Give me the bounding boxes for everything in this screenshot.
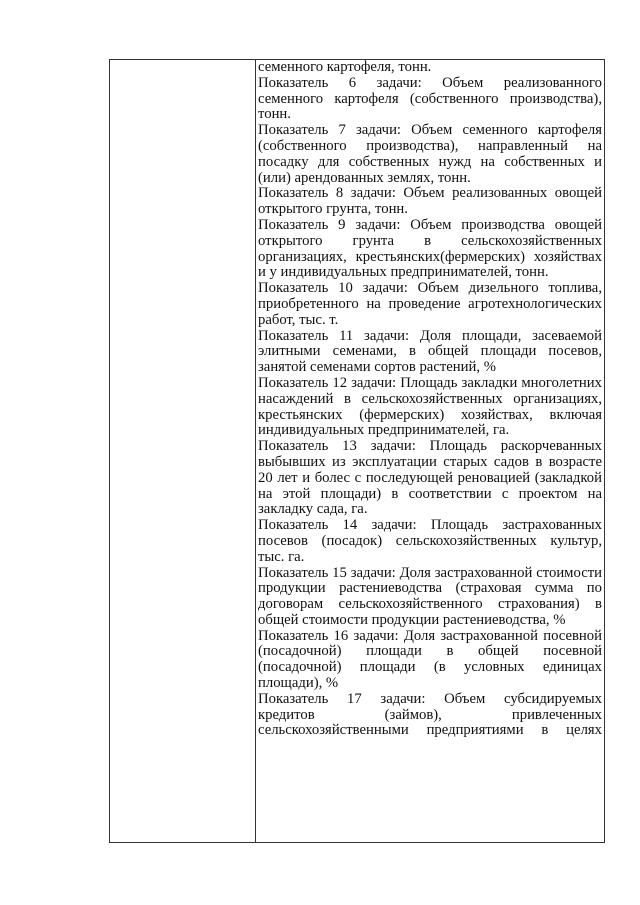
table-right-border: [604, 59, 605, 843]
table-left-cell: [110, 60, 255, 842]
indicator-paragraph: Показатель 10 задачи: Объем дизельного топлива, приобретенного на проведение агротехнологических работ, тыс. т.: [258, 280, 602, 328]
indicator-paragraph: Показатель 6 задачи: Объем реализованного семенного картофеля (собственного производства), тонн.: [258, 74, 602, 123]
indicator-paragraph: семенного картофеля, тонн.: [258, 60, 432, 75]
indicator-paragraph: Показатель 15 задачи: Доля застрахованной стоимости продукции растениеводства (страховая сумма по договорам сельскохозяйственного страхования) в общей стоимости продукции растениеводства, %: [258, 564, 602, 628]
indicator-paragraph: Показатель 16 задачи: Доля застрахованной посевной (посадочной) площади в общей посевной (посадочной) площади (в условных единицах площади), %: [258, 627, 602, 692]
indicator-paragraph: Показатель 8 задачи: Объем реализованных овощей открытого грунта, тонн.: [258, 185, 602, 218]
indicator-paragraph: Показатель 12 задачи: Площадь закладки многолетних насаждений в сельскохозяйственных организациях, крестьянских (фермерских) хозяйствах, включая индивидуальных предпринимателей, га.: [258, 374, 602, 439]
table-right-cell: [258, 60, 602, 842]
indicator-paragraph: Показатель 11 задачи: Доля площади, засеваемой элитными семенами, в общей площади посевов, занятой семенами сортов растений, %: [258, 327, 602, 376]
indicator-paragraph: Показатель 17 задачи: Объем субсидируемых кредитов (займов), привлеченных сельскохозяйственными предприятиями в целях: [258, 690, 602, 739]
indicator-paragraph: Показатель 7 задачи: Объем семенного картофеля (собственного производства), направленный на посадку для собственных нужд на собственных и (или) арендованных землях, тонн.: [258, 122, 602, 186]
table-bottom-border: [109, 842, 605, 843]
indicator-paragraph: Показатель 14 задачи: Площадь застрахованных посевов (посадок) сельскохозяйственных культур, тыс. га.: [258, 517, 602, 565]
table-column-divider: [255, 59, 256, 843]
indicator-paragraph: Показатель 13 задачи: Площадь раскорчеванных выбывших из эксплуатации старых садов в возрасте 20 лет и болес с последующей реновацией (закладкой на этой площади) в соответствии с проектом на закладку сада, га.: [258, 438, 602, 518]
indicator-paragraph: Показатель 9 задачи: Объем производства овощей открытого грунта в сельскохозяйственных организациях, крестьянских(фермерских) хозяйствах и у индивидуальных предпринимателей, тонн.: [258, 216, 602, 281]
